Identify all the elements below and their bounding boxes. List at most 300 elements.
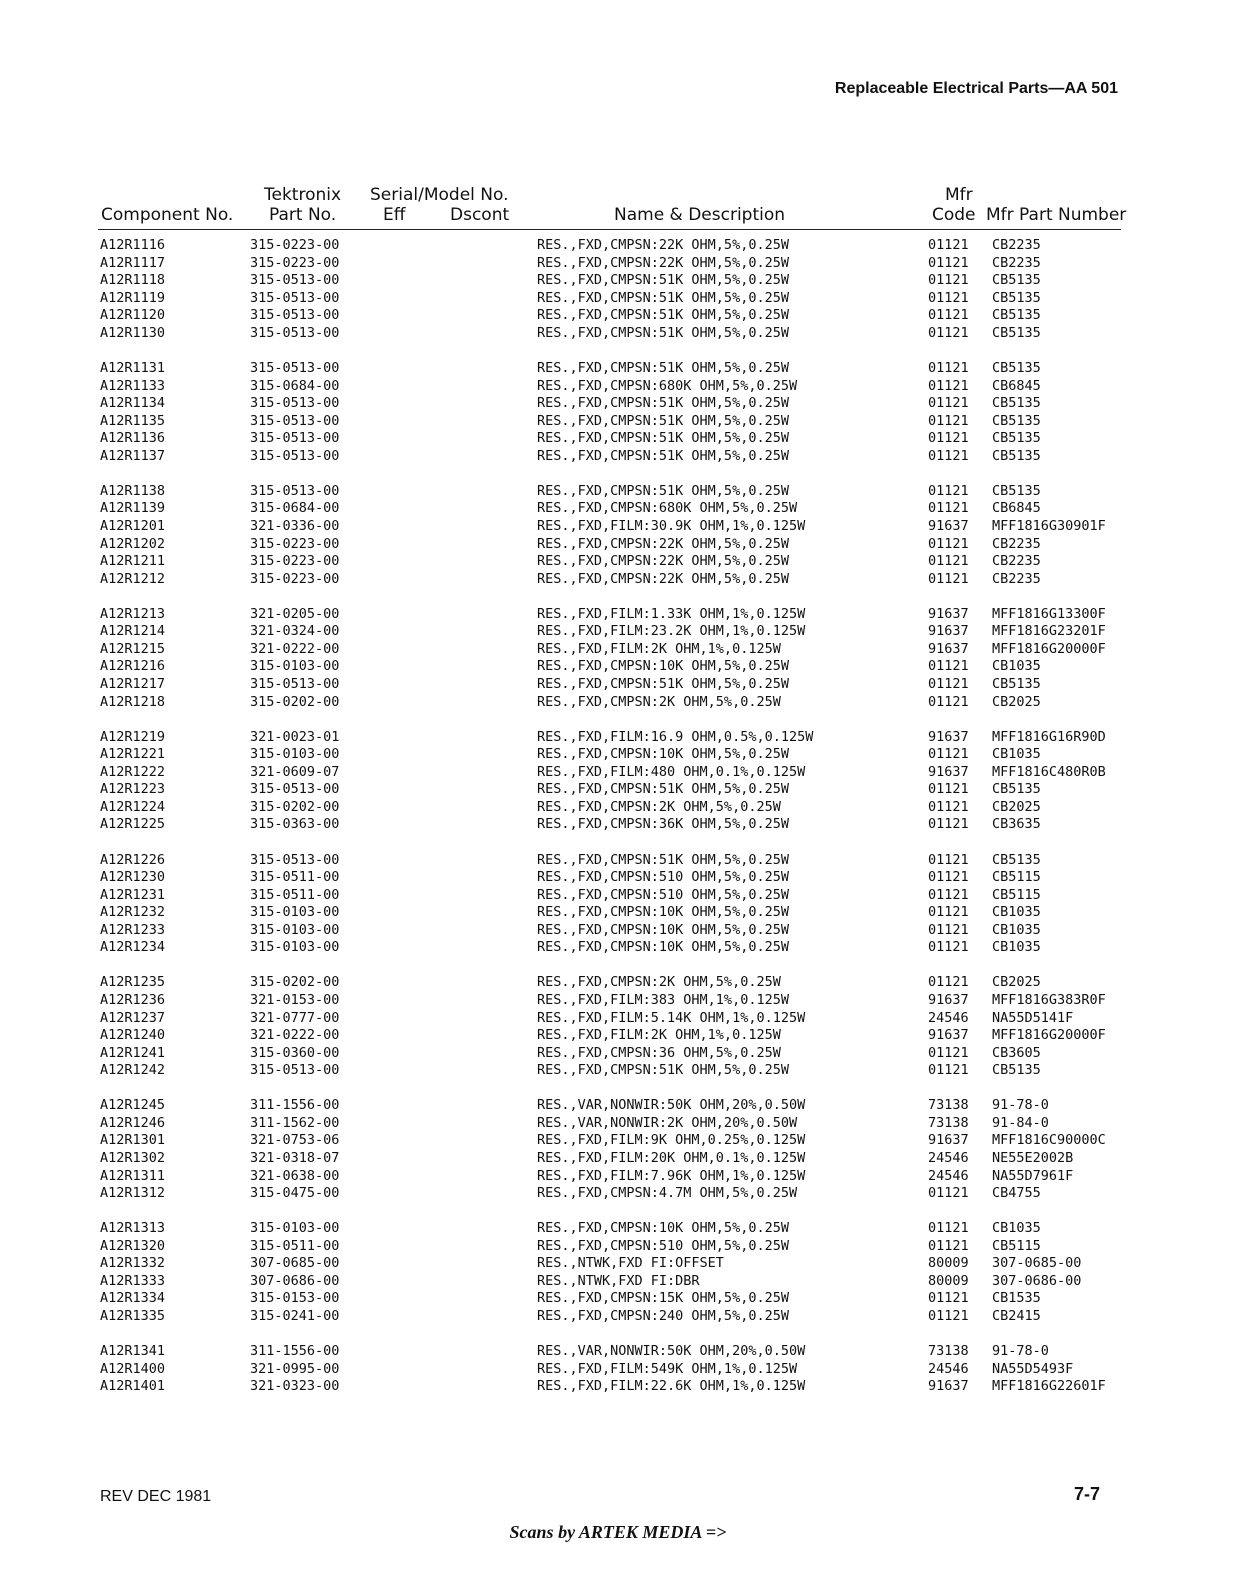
cell-code: 01121 (928, 921, 969, 938)
cell-code: 91637 (928, 1027, 969, 1043)
table-row (0, 816, 1236, 833)
cell-mfr: NA55D5141F (992, 1009, 1074, 1026)
cell-part: 315-0513-00 (250, 447, 340, 464)
table-row (0, 974, 1236, 991)
cell-code: 01121 (928, 798, 969, 815)
cell-comp: A12R1221 (100, 746, 166, 763)
cell-code: 73138 (928, 1114, 969, 1131)
cell-code: 01121 (928, 658, 969, 675)
cell-code: 01121 (928, 675, 969, 692)
cell-desc: RES.,FXD,FILM:9K OHM,0.25%,0.125W (537, 1132, 806, 1149)
table-row (0, 571, 1236, 588)
cell-mfr: CB5115 (992, 869, 1041, 886)
cell-code: 01121 (928, 377, 969, 394)
cell-comp: A12R1219 (100, 728, 166, 745)
cell-desc: RES.,FXD,FILM:7.96K OHM,1%,0.125W (537, 1167, 806, 1184)
cell-comp: A12R1135 (100, 412, 166, 429)
cell-mfr: CB5135 (992, 447, 1041, 464)
cell-part: 315-0513-00 (250, 482, 340, 499)
cell-comp: A12R1136 (100, 430, 166, 447)
cell-code: 01121 (928, 746, 969, 763)
table-row (0, 799, 1236, 816)
cell-code: 01121 (928, 272, 969, 289)
cell-desc: RES.,VAR,NONWIR:50K OHM,20%,0.50W (537, 1097, 806, 1114)
cell-mfr: MFF1816G20000F (992, 640, 1106, 657)
cell-code: 91637 (928, 728, 969, 745)
cell-part: 315-0103-00 (250, 746, 340, 763)
cell-code: 91637 (928, 763, 969, 780)
table-row (0, 1045, 1236, 1062)
cell-desc: RES.,FXD,FILM:383 OHM,1%,0.125W (537, 992, 789, 1008)
cell-desc: RES.,FXD,CMPSN:22K OHM,5%,0.25W (537, 570, 789, 587)
cell-mfr: CB1535 (992, 1290, 1041, 1307)
cell-comp: A12R1217 (100, 675, 166, 692)
table-row (0, 764, 1236, 781)
table-row (0, 1343, 1236, 1360)
table-row (0, 641, 1236, 658)
cell-part: 311-1556-00 (250, 1097, 340, 1114)
cell-desc: RES.,FXD,CMPSN:10K OHM,5%,0.25W (537, 939, 789, 956)
cell-part: 315-0223-00 (250, 237, 340, 253)
cell-code: 01121 (928, 254, 969, 271)
cell-code: 01121 (928, 500, 969, 517)
cell-comp: A12R1302 (100, 1150, 166, 1166)
cell-comp: A12R1400 (100, 1360, 166, 1377)
cell-part: 315-0103-00 (250, 939, 340, 956)
table-row (0, 1062, 1236, 1079)
cell-part: 311-1556-00 (250, 1343, 340, 1360)
cell-mfr: CB5135 (992, 359, 1041, 376)
header-rule (98, 229, 1121, 230)
cell-desc: RES.,FXD,CMPSN:2K OHM,5%,0.25W (537, 974, 781, 991)
cell-part: 321-0995-00 (250, 1360, 340, 1377)
cell-part: 315-0103-00 (250, 658, 340, 675)
cell-comp: A12R1117 (100, 254, 166, 271)
cell-part: 321-0153-00 (250, 992, 340, 1008)
table-row (0, 360, 1236, 377)
cell-part: 315-0513-00 (250, 851, 340, 868)
cell-desc: RES.,FXD,CMPSN:510 OHM,5%,0.25W (537, 1237, 789, 1254)
col-head-code: Code (932, 205, 976, 225)
table-row (0, 325, 1236, 342)
cell-desc: RES.,FXD,CMPSN:51K OHM,5%,0.25W (537, 675, 789, 692)
table-row (0, 904, 1236, 921)
cell-comp: A12R1233 (100, 921, 166, 938)
cell-mfr: CB5135 (992, 1062, 1041, 1079)
table-row (0, 676, 1236, 693)
cell-part: 315-0103-00 (250, 921, 340, 938)
table-row (0, 1168, 1236, 1185)
cell-part: 315-0511-00 (250, 1237, 340, 1254)
cell-code: 01121 (928, 1062, 969, 1079)
cell-mfr: CB1035 (992, 921, 1041, 938)
cell-part: 311-1562-00 (250, 1114, 340, 1131)
table-row (0, 1010, 1236, 1027)
table-row (0, 781, 1236, 798)
cell-desc: RES.,FXD,FILM:2K OHM,1%,0.125W (537, 1027, 781, 1043)
cell-code: 80009 (928, 1272, 969, 1289)
cell-comp: A12R1202 (100, 535, 166, 552)
cell-code: 01121 (928, 816, 969, 833)
cell-desc: RES.,FXD,CMPSN:51K OHM,5%,0.25W (537, 412, 789, 429)
cell-comp: A12R1226 (100, 851, 166, 868)
cell-mfr: 91-84-0 (992, 1114, 1049, 1131)
cell-code: 01121 (928, 237, 969, 253)
table-row (0, 606, 1236, 623)
cell-mfr: CB5135 (992, 851, 1041, 868)
table-row (0, 1255, 1236, 1272)
cell-code: 01121 (928, 974, 969, 991)
cell-desc: RES.,FXD,FILM:22.6K OHM,1%,0.125W (537, 1378, 806, 1395)
cell-mfr: 307-0685-00 (992, 1255, 1082, 1272)
cell-code: 01121 (928, 1044, 969, 1061)
cell-part: 315-0513-00 (250, 430, 340, 447)
cell-mfr: CB5135 (992, 781, 1041, 798)
cell-desc: RES.,FXD,CMPSN:51K OHM,5%,0.25W (537, 1062, 789, 1079)
cell-comp: A12R1242 (100, 1062, 166, 1079)
cell-part: 315-0684-00 (250, 377, 340, 394)
cell-mfr: CB5135 (992, 272, 1041, 289)
cell-part: 321-0023-01 (250, 728, 340, 745)
cell-mfr: 91-78-0 (992, 1097, 1049, 1114)
cell-part: 321-0638-00 (250, 1167, 340, 1184)
table-row (0, 237, 1236, 254)
cell-part: 315-0513-00 (250, 412, 340, 429)
cell-mfr: CB2235 (992, 535, 1041, 552)
table-row (0, 658, 1236, 675)
cell-mfr: NE55E2002B (992, 1150, 1074, 1166)
cell-code: 24546 (928, 1009, 969, 1026)
col-head-name-description: Name & Description (614, 205, 786, 225)
cell-comp: A12R1133 (100, 377, 166, 394)
cell-comp: A12R1245 (100, 1097, 166, 1114)
cell-mfr: CB5135 (992, 289, 1041, 306)
cell-code: 01121 (928, 535, 969, 552)
cell-mfr: CB1035 (992, 746, 1041, 763)
cell-part: 315-0513-00 (250, 395, 340, 411)
table-row (0, 307, 1236, 324)
cell-mfr: CB2025 (992, 693, 1041, 710)
table-row (0, 887, 1236, 904)
cell-mfr: CB5135 (992, 395, 1041, 411)
cell-desc: RES.,VAR,NONWIR:50K OHM,20%,0.50W (537, 1343, 806, 1360)
col-head-dscont: Dscont (450, 205, 510, 225)
cell-code: 01121 (928, 447, 969, 464)
cell-desc: RES.,FXD,CMPSN:10K OHM,5%,0.25W (537, 746, 789, 763)
cell-comp: A12R1234 (100, 939, 166, 956)
table-row (0, 729, 1236, 746)
cell-part: 321-0777-00 (250, 1009, 340, 1026)
table-row (0, 1290, 1236, 1307)
cell-part: 315-0223-00 (250, 570, 340, 587)
cell-code: 91637 (928, 1132, 969, 1149)
cell-part: 315-0513-00 (250, 307, 340, 324)
cell-code: 01121 (928, 307, 969, 324)
table-row (0, 1378, 1236, 1395)
cell-part: 315-0202-00 (250, 974, 340, 991)
cell-desc: RES.,FXD,CMPSN:2K OHM,5%,0.25W (537, 798, 781, 815)
cell-desc: RES.,FXD,CMPSN:51K OHM,5%,0.25W (537, 447, 789, 464)
page-header-title: Replaceable Electrical Parts—AA 501 (834, 80, 1118, 97)
cell-desc: RES.,FXD,CMPSN:22K OHM,5%,0.25W (537, 553, 789, 569)
cell-desc: RES.,FXD,FILM:16.9 OHM,0.5%,0.125W (537, 728, 814, 745)
table-row (0, 1097, 1236, 1114)
col-head-mfr: Mfr (945, 185, 973, 205)
cell-mfr: CB2235 (992, 237, 1041, 253)
table-row (0, 500, 1236, 517)
cell-part: 315-0511-00 (250, 869, 340, 886)
cell-desc: RES.,FXD,CMPSN:51K OHM,5%,0.25W (537, 781, 789, 798)
cell-mfr: CB5135 (992, 482, 1041, 499)
table-row (0, 869, 1236, 886)
cell-mfr: MFF1816G23201F (992, 623, 1106, 640)
revision-date: REV DEC 1981 (100, 1488, 212, 1505)
table-row (0, 413, 1236, 430)
table-row (0, 1361, 1236, 1378)
cell-comp: A12R1230 (100, 869, 166, 886)
cell-desc: RES.,FXD,CMPSN:36 OHM,5%,0.25W (537, 1044, 781, 1061)
cell-part: 315-0223-00 (250, 553, 340, 569)
col-head-component-no: Component No. (101, 205, 234, 225)
table-row (0, 430, 1236, 447)
cell-desc: RES.,NTWK,FXD FI:OFFSET (537, 1255, 724, 1272)
table-row (0, 1132, 1236, 1149)
cell-comp: A12R1138 (100, 482, 166, 499)
cell-comp: A12R1311 (100, 1167, 166, 1184)
cell-mfr: CB2235 (992, 553, 1041, 569)
cell-mfr: NA55D7961F (992, 1167, 1074, 1184)
cell-code: 01121 (928, 904, 969, 921)
cell-desc: RES.,FXD,CMPSN:15K OHM,5%,0.25W (537, 1290, 789, 1307)
cell-part: 321-0336-00 (250, 517, 340, 534)
cell-comp: A12R1334 (100, 1290, 166, 1307)
cell-code: 01121 (928, 289, 969, 306)
cell-mfr: CB5135 (992, 430, 1041, 447)
cell-desc: RES.,FXD,CMPSN:51K OHM,5%,0.25W (537, 482, 789, 499)
cell-desc: RES.,FXD,FILM:30.9K OHM,1%,0.125W (537, 517, 806, 534)
table-row (0, 1273, 1236, 1290)
cell-desc: RES.,FXD,CMPSN:510 OHM,5%,0.25W (537, 869, 789, 886)
cell-code: 01121 (928, 1290, 969, 1307)
cell-code: 01121 (928, 430, 969, 447)
cell-code: 73138 (928, 1343, 969, 1360)
table-row (0, 1115, 1236, 1132)
cell-desc: RES.,VAR,NONWIR:2K OHM,20%,0.50W (537, 1114, 798, 1131)
cell-comp: A12R1240 (100, 1027, 166, 1043)
table-row (0, 395, 1236, 412)
table-row (0, 852, 1236, 869)
cell-comp: A12R1320 (100, 1237, 166, 1254)
cell-code: 24546 (928, 1167, 969, 1184)
cell-comp: A12R1223 (100, 781, 166, 798)
cell-comp: A12R1341 (100, 1343, 166, 1360)
cell-desc: RES.,FXD,CMPSN:36K OHM,5%,0.25W (537, 816, 789, 833)
cell-part: 315-0223-00 (250, 254, 340, 271)
cell-mfr: CB5135 (992, 412, 1041, 429)
cell-part: 315-0153-00 (250, 1290, 340, 1307)
cell-comp: A12R1222 (100, 763, 166, 780)
table-row (0, 746, 1236, 763)
cell-mfr: CB3605 (992, 1044, 1041, 1061)
table-row (0, 518, 1236, 535)
cell-mfr: MFF1816C90000C (992, 1132, 1106, 1149)
cell-part: 321-0222-00 (250, 1027, 340, 1043)
cell-comp: A12R1130 (100, 324, 166, 341)
cell-desc: RES.,FXD,FILM:2K OHM,1%,0.125W (537, 640, 781, 657)
cell-part: 315-0202-00 (250, 693, 340, 710)
cell-mfr: CB4755 (992, 1185, 1041, 1201)
cell-mfr: CB1035 (992, 939, 1041, 956)
cell-desc: RES.,NTWK,FXD FI:DBR (537, 1272, 700, 1289)
cell-desc: RES.,FXD,CMPSN:10K OHM,5%,0.25W (537, 1220, 789, 1237)
cell-code: 73138 (928, 1097, 969, 1114)
col-head-part-no: Part No. (269, 205, 337, 225)
cell-desc: RES.,FXD,CMPSN:51K OHM,5%,0.25W (537, 272, 789, 289)
table-row (0, 992, 1236, 1009)
cell-desc: RES.,FXD,CMPSN:22K OHM,5%,0.25W (537, 535, 789, 552)
cell-part: 321-0205-00 (250, 605, 340, 622)
cell-comp: A12R1241 (100, 1044, 166, 1061)
cell-desc: RES.,FXD,CMPSN:10K OHM,5%,0.25W (537, 658, 789, 675)
cell-code: 80009 (928, 1255, 969, 1272)
cell-mfr: CB5135 (992, 675, 1041, 692)
cell-code: 91637 (928, 517, 969, 534)
table-row (0, 1308, 1236, 1325)
cell-mfr: MFF1816C480R0B (992, 763, 1106, 780)
cell-mfr: NA55D5493F (992, 1360, 1074, 1377)
cell-mfr: CB6845 (992, 377, 1041, 394)
cell-comp: A12R1312 (100, 1185, 166, 1201)
page-number: 7-7 (1073, 1484, 1100, 1504)
cell-mfr: CB5115 (992, 886, 1041, 903)
cell-comp: A12R1335 (100, 1308, 166, 1324)
cell-code: 01121 (928, 693, 969, 710)
cell-comp: A12R1225 (100, 816, 166, 833)
cell-code: 01121 (928, 1185, 969, 1201)
cell-code: 01121 (928, 1308, 969, 1324)
cell-code: 91637 (928, 623, 969, 640)
col-head-mfr-part-number: Mfr Part Number (986, 205, 1127, 225)
cell-mfr: CB1035 (992, 658, 1041, 675)
cell-part: 307-0685-00 (250, 1255, 340, 1272)
cell-comp: A12R1235 (100, 974, 166, 991)
cell-mfr: 307-0686-00 (992, 1272, 1082, 1289)
cell-part: 315-0513-00 (250, 675, 340, 692)
col-head-serial-model: Serial/Model No. (370, 185, 509, 205)
cell-mfr: 91-78-0 (992, 1343, 1049, 1360)
cell-comp: A12R1313 (100, 1220, 166, 1237)
table-row (0, 623, 1236, 640)
cell-part: 315-0513-00 (250, 1062, 340, 1079)
cell-desc: RES.,FXD,CMPSN:22K OHM,5%,0.25W (537, 254, 789, 271)
cell-code: 01121 (928, 851, 969, 868)
cell-mfr: MFF1816G20000F (992, 1027, 1106, 1043)
cell-desc: RES.,FXD,FILM:23.2K OHM,1%,0.125W (537, 623, 806, 640)
cell-part: 315-0103-00 (250, 904, 340, 921)
cell-part: 315-0103-00 (250, 1220, 340, 1237)
cell-mfr: CB3635 (992, 816, 1041, 833)
cell-comp: A12R1224 (100, 798, 166, 815)
cell-comp: A12R1301 (100, 1132, 166, 1149)
cell-code: 01121 (928, 395, 969, 411)
cell-code: 01121 (928, 1220, 969, 1237)
cell-comp: A12R1232 (100, 904, 166, 921)
cell-desc: RES.,FXD,CMPSN:51K OHM,5%,0.25W (537, 324, 789, 341)
cell-mfr: MFF1816G30901F (992, 517, 1106, 534)
cell-comp: A12R1212 (100, 570, 166, 587)
table-row (0, 1220, 1236, 1237)
cell-code: 01121 (928, 359, 969, 376)
cell-code: 01121 (928, 412, 969, 429)
cell-mfr: CB1035 (992, 904, 1041, 921)
cell-desc: RES.,FXD,CMPSN:51K OHM,5%,0.25W (537, 289, 789, 306)
table-row (0, 290, 1236, 307)
cell-comp: A12R1231 (100, 886, 166, 903)
cell-desc: RES.,FXD,CMPSN:680K OHM,5%,0.25W (537, 500, 798, 517)
cell-desc: RES.,FXD,CMPSN:22K OHM,5%,0.25W (537, 237, 789, 253)
table-row (0, 448, 1236, 465)
cell-mfr: CB2025 (992, 974, 1041, 991)
cell-desc: RES.,FXD,FILM:1.33K OHM,1%,0.125W (537, 605, 806, 622)
cell-mfr: MFF1816G22601F (992, 1378, 1106, 1395)
cell-code: 01121 (928, 482, 969, 499)
cell-code: 01121 (928, 886, 969, 903)
cell-part: 321-0609-07 (250, 763, 340, 780)
cell-mfr: CB6845 (992, 500, 1041, 517)
cell-mfr: MFF1816G13300F (992, 605, 1106, 622)
cell-comp: A12R1201 (100, 517, 166, 534)
col-head-tektronix: Tektronix (264, 185, 342, 205)
table-row (0, 272, 1236, 289)
cell-desc: RES.,FXD,CMPSN:51K OHM,5%,0.25W (537, 851, 789, 868)
cell-comp: A12R1211 (100, 553, 166, 569)
cell-code: 91637 (928, 1378, 969, 1395)
cell-desc: RES.,FXD,FILM:549K OHM,1%,0.125W (537, 1360, 798, 1377)
cell-part: 321-0753-06 (250, 1132, 340, 1149)
cell-part: 315-0513-00 (250, 272, 340, 289)
cell-code: 01121 (928, 553, 969, 569)
cell-desc: RES.,FXD,CMPSN:240 OHM,5%,0.25W (537, 1308, 789, 1324)
cell-comp: A12R1236 (100, 992, 166, 1008)
cell-part: 321-0318-07 (250, 1150, 340, 1166)
cell-code: 01121 (928, 1237, 969, 1254)
cell-part: 315-0360-00 (250, 1044, 340, 1061)
cell-part: 315-0202-00 (250, 798, 340, 815)
cell-desc: RES.,FXD,CMPSN:51K OHM,5%,0.25W (537, 359, 789, 376)
cell-code: 91637 (928, 992, 969, 1008)
table-row (0, 553, 1236, 570)
cell-comp: A12R1139 (100, 500, 166, 517)
cell-desc: RES.,FXD,FILM:480 OHM,0.1%,0.125W (537, 763, 806, 780)
cell-part: 315-0223-00 (250, 535, 340, 552)
cell-comp: A12R1118 (100, 272, 166, 289)
table-row (0, 1027, 1236, 1044)
col-head-eff: Eff (383, 205, 406, 225)
cell-mfr: CB2415 (992, 1308, 1041, 1324)
cell-comp: A12R1119 (100, 289, 166, 306)
cell-comp: A12R1246 (100, 1114, 166, 1131)
cell-desc: RES.,FXD,CMPSN:10K OHM,5%,0.25W (537, 904, 789, 921)
scans-credit: Scans by ARTEK MEDIA => (509, 1522, 727, 1542)
cell-desc: RES.,FXD,CMPSN:510 OHM,5%,0.25W (537, 886, 789, 903)
cell-comp: A12R1131 (100, 359, 166, 376)
cell-desc: RES.,FXD,CMPSN:51K OHM,5%,0.25W (537, 395, 789, 411)
cell-desc: RES.,FXD,FILM:5.14K OHM,1%,0.125W (537, 1009, 806, 1026)
cell-code: 01121 (928, 939, 969, 956)
cell-part: 315-0241-00 (250, 1308, 340, 1324)
cell-part: 321-0222-00 (250, 640, 340, 657)
cell-desc: RES.,FXD,CMPSN:2K OHM,5%,0.25W (537, 693, 781, 710)
